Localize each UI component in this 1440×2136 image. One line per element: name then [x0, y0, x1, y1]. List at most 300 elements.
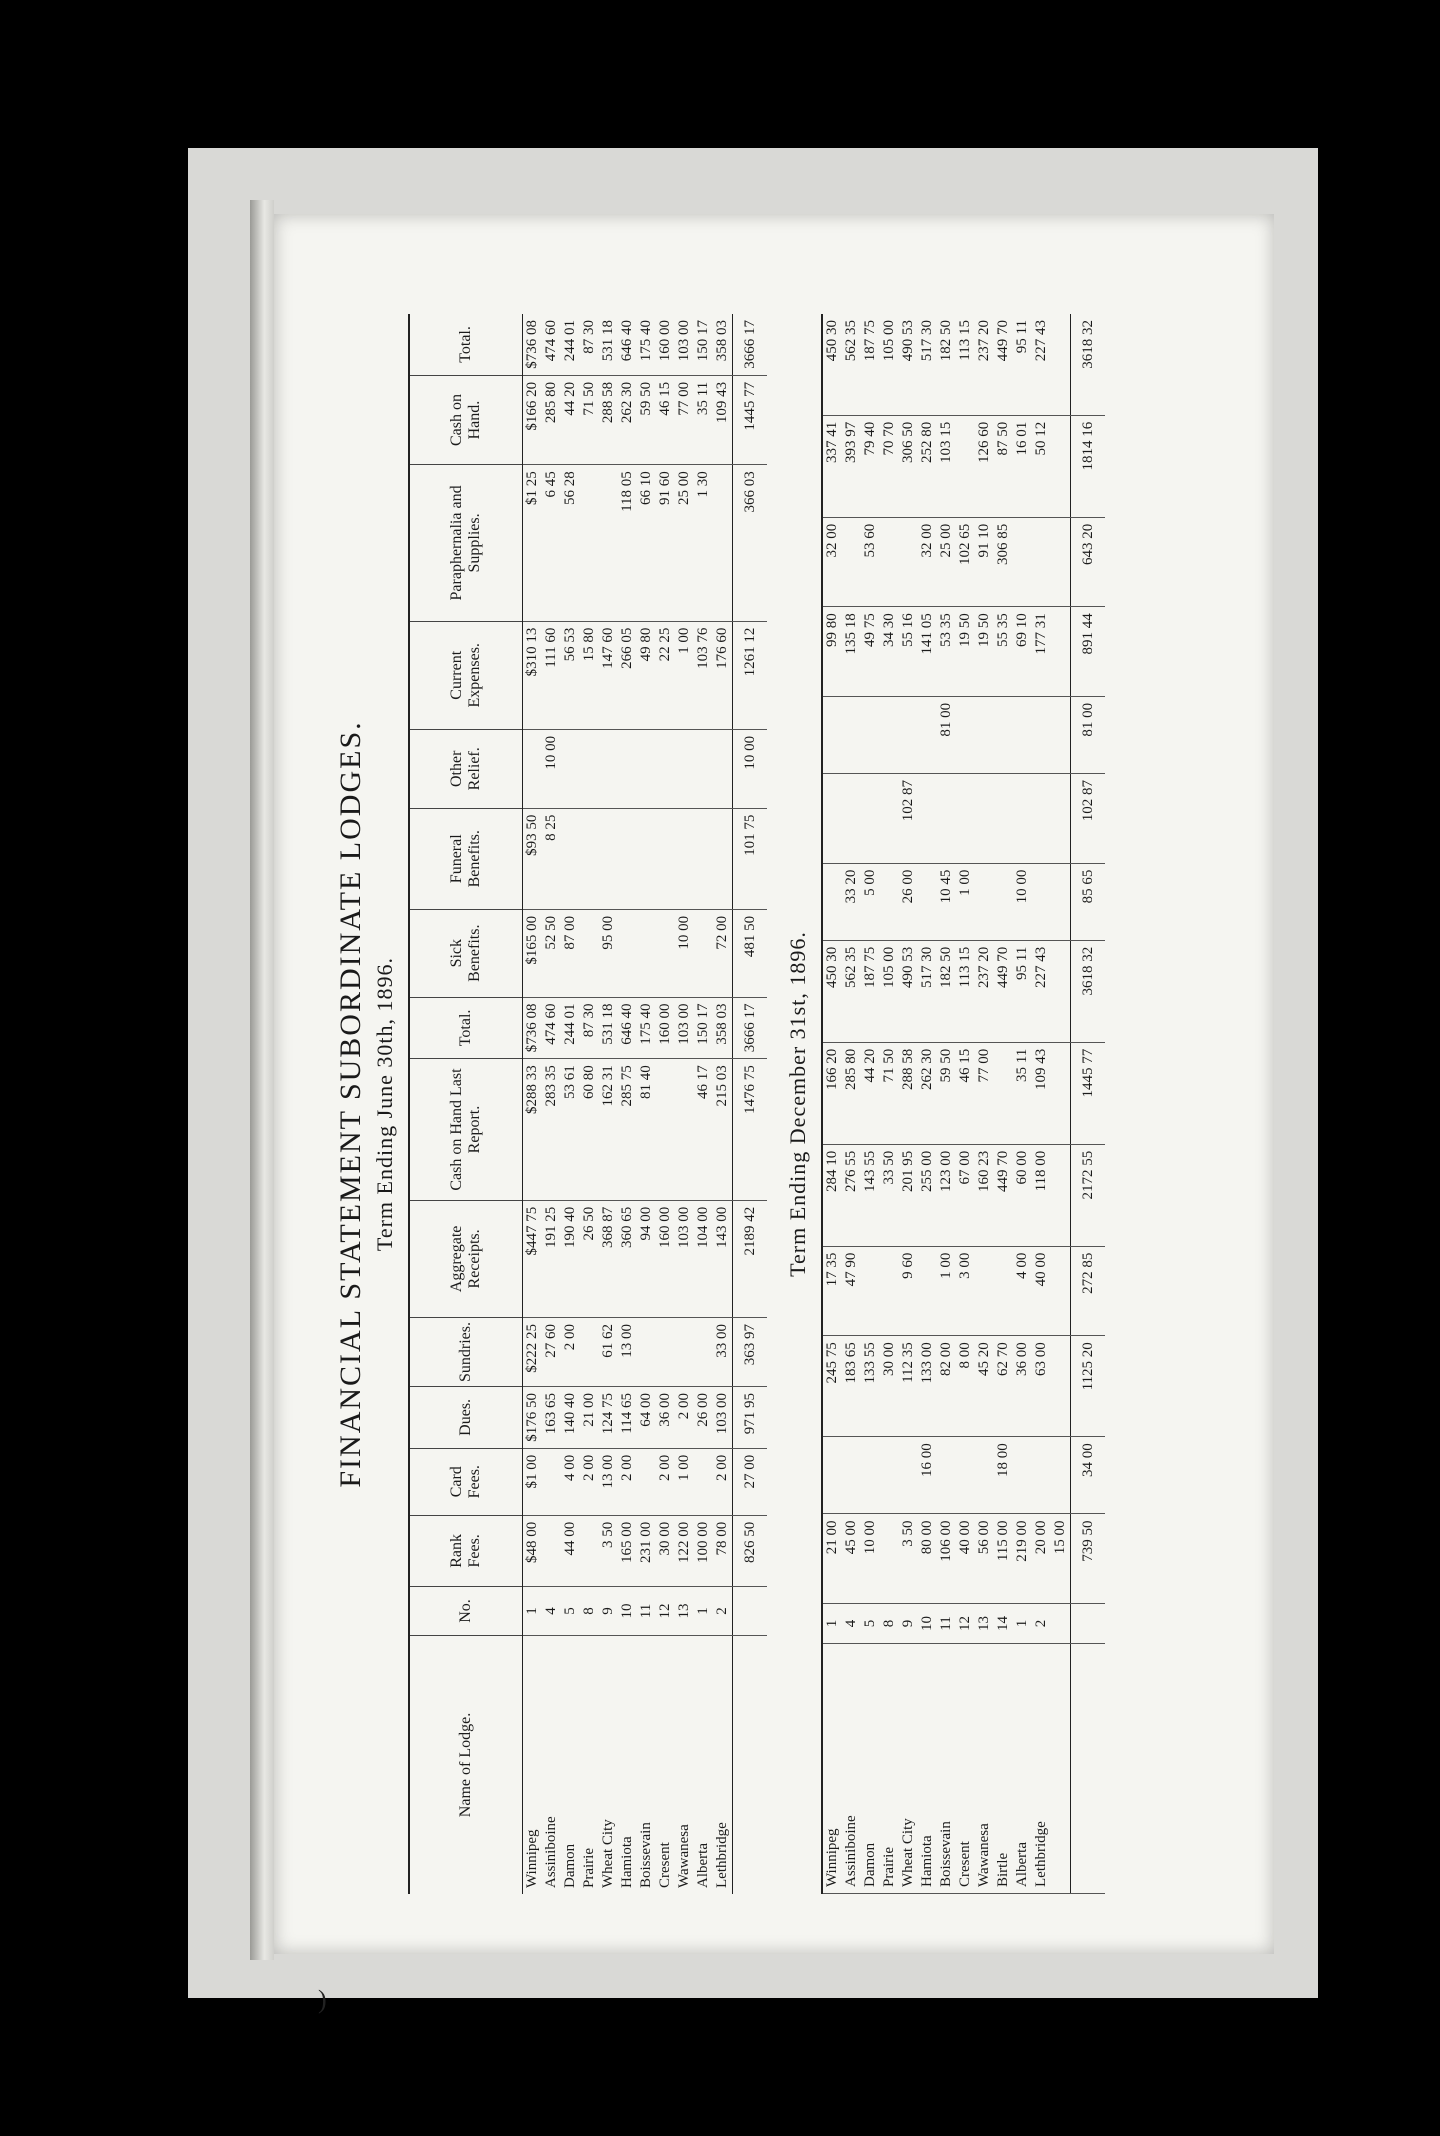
table-row — [656, 314, 675, 1894]
cell-sick: 5 00 — [861, 863, 880, 940]
cell-dues: 245 75 — [822, 1336, 842, 1437]
table-row — [956, 314, 975, 1894]
december-table — [821, 314, 1105, 1894]
cell-current: 55 16 — [899, 607, 918, 697]
term-june-heading: Term Ending June 30th, 1896. — [372, 956, 397, 1252]
cell-sick — [994, 863, 1013, 940]
cell-sund — [994, 1246, 1013, 1336]
cell-dues: 133 00 — [918, 1336, 937, 1437]
table-row — [618, 314, 637, 1894]
cell-other: 81 00 — [937, 696, 956, 773]
header-name: Name of Lodge. — [409, 1636, 523, 1895]
cell-total2: $736 08 — [523, 314, 543, 375]
cell-total: 182 50 — [937, 940, 956, 1042]
total-current: 1261 12 — [733, 621, 768, 729]
cell-agg: 191 25 — [542, 1200, 561, 1317]
cell-card: 2 00 — [656, 1448, 675, 1515]
cell-sick: 10 00 — [675, 909, 694, 997]
cell-name: Wheat City — [600, 1819, 616, 1888]
cell-card — [542, 1448, 561, 1515]
cell-hand: 44 20 — [561, 375, 580, 464]
cell-hand: 337 41 — [822, 415, 842, 517]
cell-current: 15 80 — [580, 621, 599, 729]
cell-card: 4 00 — [561, 1448, 580, 1515]
cell-hand: 109 43 — [713, 375, 733, 464]
cell-cash — [1051, 1042, 1071, 1144]
cell-para: 91 60 — [656, 465, 675, 621]
cell-no: 13 — [975, 1604, 994, 1644]
cell-para — [842, 517, 861, 607]
cell-name: Prairie — [581, 1848, 597, 1888]
cell-rank: 21 00 — [822, 1514, 842, 1604]
totals-row — [733, 314, 768, 1894]
cell-sund — [694, 1318, 713, 1387]
cell-para: 56 28 — [561, 465, 580, 621]
cell-sick — [1032, 863, 1051, 940]
cell-sund: 9 60 — [899, 1246, 918, 1336]
cell-rank: 106 00 — [937, 1514, 956, 1604]
cell-card: 2 00 — [580, 1448, 599, 1515]
cell-dues: 8 00 — [956, 1336, 975, 1437]
cell-hand: 252 80 — [918, 415, 937, 517]
cell-card — [880, 1437, 899, 1514]
total-cash: 1476 75 — [733, 1059, 768, 1201]
cell-cash: 215 03 — [713, 1059, 733, 1201]
cell-funeral — [937, 774, 956, 864]
cell-dues: 36 00 — [1013, 1336, 1032, 1437]
cell-funeral — [1032, 774, 1051, 864]
cell-current: 53 35 — [937, 607, 956, 697]
cell-hand: $166 20 — [523, 375, 543, 464]
cell-cash: 53 61 — [561, 1059, 580, 1201]
cell-card: 2 00 — [713, 1448, 733, 1515]
cell-cash: 285 75 — [618, 1059, 637, 1201]
cell-para: 102 65 — [956, 517, 975, 607]
cell-total: 449 70 — [994, 940, 1013, 1042]
cell-rank: 44 00 — [561, 1515, 580, 1586]
total-no — [733, 1587, 768, 1636]
cell-sick: 26 00 — [899, 863, 918, 940]
cell-current: 22 25 — [656, 621, 675, 729]
cell-dues: 2 00 — [675, 1387, 694, 1449]
cell-rank: 80 00 — [918, 1514, 937, 1604]
cell-total2: 237 20 — [975, 314, 994, 415]
header-sundries: Sundries. — [409, 1318, 523, 1387]
cell-name: Boissevain — [638, 1822, 654, 1888]
cell-no: 2 — [1032, 1604, 1051, 1644]
cell-agg: 190 40 — [561, 1200, 580, 1317]
totals-row — [1071, 314, 1106, 1894]
cell-cash: 44 20 — [861, 1042, 880, 1144]
header-dues: Dues. — [409, 1387, 523, 1449]
cell-total: 237 20 — [975, 940, 994, 1042]
cell-dues: 112 35 — [899, 1336, 918, 1437]
cell-cash: 81 40 — [637, 1059, 656, 1201]
table-row — [1051, 314, 1071, 1894]
cell-para — [580, 465, 599, 621]
cell-cash — [994, 1042, 1013, 1144]
cell-hand: 126 60 — [975, 415, 994, 517]
cell-sund: 40 00 — [1032, 1246, 1051, 1336]
cell-sick: 1 00 — [956, 863, 975, 940]
cell-current: 56 53 — [561, 621, 580, 729]
cell-sund — [637, 1318, 656, 1387]
cell-total: 87 30 — [580, 997, 599, 1059]
table-row — [637, 314, 656, 1894]
cell-hand — [1051, 415, 1071, 517]
cell-cash: 46 15 — [956, 1042, 975, 1144]
cell-para: 118 05 — [618, 465, 637, 621]
cell-funeral — [561, 808, 580, 909]
cell-other — [713, 729, 733, 808]
cell-name: Winnipeg — [822, 1644, 842, 1894]
cell-total2: 95 11 — [1013, 314, 1032, 415]
cell-card: 2 00 — [618, 1448, 637, 1515]
cell-sick: 10 00 — [1013, 863, 1032, 940]
cell-sick — [975, 863, 994, 940]
total-total2: 3666 17 — [733, 314, 768, 375]
cell-hand: 393 97 — [842, 415, 861, 517]
cell-dues: 183 65 — [842, 1336, 861, 1437]
cell-sund — [656, 1318, 675, 1387]
header-row — [409, 314, 523, 1894]
cell-total2: 531 18 — [599, 314, 618, 375]
cell-dues: 82 00 — [937, 1336, 956, 1437]
cell-total: 103 00 — [675, 997, 694, 1059]
cell-funeral: $93 50 — [523, 808, 543, 909]
total-name — [733, 1636, 768, 1895]
cell-name: Assiniboine — [543, 1816, 559, 1888]
cell-no: 1 — [523, 1587, 543, 1636]
cell-card — [937, 1437, 956, 1514]
cell-other — [580, 729, 599, 808]
cell-dues: 26 00 — [694, 1387, 713, 1449]
cell-total: 227 43 — [1032, 940, 1051, 1042]
total-other: 10 00 — [733, 729, 768, 808]
cell-cash: 285 80 — [842, 1042, 861, 1144]
total-para: 366 03 — [733, 465, 768, 621]
cell-no: 1 — [1013, 1604, 1032, 1644]
page-binding — [250, 200, 274, 1960]
cell-sick — [580, 909, 599, 997]
table-row — [713, 314, 733, 1894]
cell-total: 95 11 — [1013, 940, 1032, 1042]
cell-agg: 160 23 — [975, 1144, 994, 1246]
cell-other — [675, 729, 694, 808]
cell-name: Wheat City — [899, 1644, 918, 1894]
cell-agg: 449 70 — [994, 1144, 1013, 1246]
term-december-heading: Term Ending December 31st, 1896. — [785, 931, 810, 1277]
cell-agg: 143 00 — [713, 1200, 733, 1317]
cell-agg: 284 10 — [822, 1144, 842, 1246]
cell-para: 25 00 — [937, 517, 956, 607]
cell-name: Cresent — [657, 1842, 673, 1888]
cell-sund: 47 90 — [842, 1246, 861, 1336]
cell-funeral — [861, 774, 880, 864]
header-rank-fees: Rank Fees. — [409, 1515, 523, 1586]
cell-total: 105 00 — [880, 940, 899, 1042]
cell-total2: 87 30 — [580, 314, 599, 375]
cell-sund: 27 60 — [542, 1318, 561, 1387]
cell-rank: 30 00 — [656, 1515, 675, 1586]
cell-funeral — [842, 774, 861, 864]
cell-total2: 113 15 — [956, 314, 975, 415]
total-no — [1071, 1604, 1106, 1644]
header-total: Total. — [409, 997, 523, 1059]
cell-sick: 87 00 — [561, 909, 580, 997]
cell-name: Damon — [562, 1843, 578, 1888]
cell-other — [1032, 696, 1051, 773]
cell-other — [599, 729, 618, 808]
cell-sund: 1 00 — [937, 1246, 956, 1336]
table-row — [542, 314, 561, 1894]
cell-dues: 36 00 — [656, 1387, 675, 1449]
cell-dues: 62 70 — [994, 1336, 1013, 1437]
cell-no: 8 — [580, 1587, 599, 1636]
header-no: No. — [409, 1587, 523, 1636]
total-name — [1071, 1644, 1106, 1894]
cell-hand: 35 11 — [694, 375, 713, 464]
table-row — [675, 314, 694, 1894]
cell-agg: 201 95 — [899, 1144, 918, 1246]
cell-agg: 104 00 — [694, 1200, 713, 1317]
cell-no: 11 — [637, 1587, 656, 1636]
cell-no: 14 — [994, 1604, 1013, 1644]
cell-sick — [656, 909, 675, 997]
cell-other — [1051, 696, 1071, 773]
cell-agg: 143 55 — [861, 1144, 880, 1246]
cell-other — [618, 729, 637, 808]
cell-rank: 100 00 — [694, 1515, 713, 1586]
cell-total: 160 00 — [656, 997, 675, 1059]
cell-current: 141 05 — [918, 607, 937, 697]
cell-no: 12 — [656, 1587, 675, 1636]
cell-total: 113 15 — [956, 940, 975, 1042]
cell-funeral — [618, 808, 637, 909]
total-total: 3618 32 — [1071, 940, 1106, 1042]
cell-para: 1 30 — [694, 465, 713, 621]
cell-current: 135 18 — [842, 607, 861, 697]
cell-other — [523, 729, 543, 808]
cell-cash: 162 31 — [599, 1059, 618, 1201]
cell-rank: 15 00 — [1051, 1514, 1071, 1604]
cell-card — [956, 1437, 975, 1514]
total-rank: 826 50 — [733, 1515, 768, 1586]
cell-agg: 33 50 — [880, 1144, 899, 1246]
total-dues: 971 95 — [733, 1387, 768, 1449]
cell-para: $1 25 — [523, 465, 543, 621]
cell-agg — [1051, 1144, 1071, 1246]
cell-hand: 70 70 — [880, 415, 899, 517]
cell-agg: 26 50 — [580, 1200, 599, 1317]
cell-current: 176 60 — [713, 621, 733, 729]
rotated-statement — [324, 314, 1264, 1894]
cell-card — [861, 1437, 880, 1514]
header-total-2: Total. — [409, 314, 523, 375]
cell-total2: 160 00 — [656, 314, 675, 375]
cell-no: 9 — [899, 1604, 918, 1644]
total-current: 891 44 — [1071, 607, 1106, 697]
table-row — [937, 314, 956, 1894]
cell-cash: 46 17 — [694, 1059, 713, 1201]
cell-total2: 175 40 — [637, 314, 656, 375]
cell-rank: 20 00 — [1032, 1514, 1051, 1604]
cell-funeral — [994, 774, 1013, 864]
cell-sund: 33 00 — [713, 1318, 733, 1387]
total-funeral: 101 75 — [733, 808, 768, 909]
cell-name: Winnipeg — [524, 1829, 540, 1888]
cell-sund — [580, 1318, 599, 1387]
cell-current: 99 80 — [822, 607, 842, 697]
cell-no: 10 — [618, 1587, 637, 1636]
june-rows — [523, 314, 768, 1894]
cell-cash: 288 58 — [899, 1042, 918, 1144]
cell-total2 — [1051, 314, 1071, 415]
cell-total2: 358 03 — [713, 314, 733, 375]
cell-sick: 33 20 — [842, 863, 861, 940]
cell-dues: 133 55 — [861, 1336, 880, 1437]
total-hand: 1445 77 — [733, 375, 768, 464]
cell-sick: 10 45 — [937, 863, 956, 940]
total-hand: 1814 16 — [1071, 415, 1106, 517]
cell-agg: 368 87 — [599, 1200, 618, 1317]
cell-sick: 95 00 — [599, 909, 618, 997]
header-card-fees: Card Fees. — [409, 1448, 523, 1515]
cell-para: 6 45 — [542, 465, 561, 621]
cell-name: Wawanesa — [676, 1824, 692, 1888]
total-card: 27 00 — [733, 1448, 768, 1515]
cell-no: 4 — [542, 1587, 561, 1636]
cell-card — [1032, 1437, 1051, 1514]
cell-other — [694, 729, 713, 808]
cell-current: 111 60 — [542, 621, 561, 729]
cell-dues: 21 00 — [580, 1387, 599, 1449]
cell-cash: 71 50 — [880, 1042, 899, 1144]
cell-para: 66 10 — [637, 465, 656, 621]
total-sick: 481 50 — [733, 909, 768, 997]
cell-name: Boissevain — [937, 1644, 956, 1894]
cell-dues: 163 65 — [542, 1387, 561, 1449]
table-row — [599, 314, 618, 1894]
cell-dues — [1051, 1336, 1071, 1437]
cell-card: 18 00 — [994, 1437, 1013, 1514]
total-agg: 2172 55 — [1071, 1144, 1106, 1246]
cell-current: 177 31 — [1032, 607, 1051, 697]
cell-agg: 103 00 — [675, 1200, 694, 1317]
cell-current: 49 75 — [861, 607, 880, 697]
cell-total2: 187 75 — [861, 314, 880, 415]
cell-no: 5 — [561, 1587, 580, 1636]
cell-no: 10 — [918, 1604, 937, 1644]
cell-hand: 285 80 — [542, 375, 561, 464]
cell-no: 9 — [599, 1587, 618, 1636]
cell-name: Alberta — [1013, 1644, 1032, 1894]
cell-sick — [918, 863, 937, 940]
cell-hand: 16 01 — [1013, 415, 1032, 517]
cell-para — [880, 517, 899, 607]
cell-current: 55 35 — [994, 607, 1013, 697]
cell-cash: $288 33 — [523, 1059, 543, 1201]
cell-other — [880, 696, 899, 773]
total-sick: 85 65 — [1071, 863, 1106, 940]
cell-total: 187 75 — [861, 940, 880, 1042]
total-card: 34 00 — [1071, 1437, 1106, 1514]
header-cash-last-report: Cash on Hand Last Report. — [409, 1059, 523, 1201]
total-agg: 2189 42 — [733, 1200, 768, 1317]
cell-card: 1 00 — [675, 1448, 694, 1515]
cell-hand: 288 58 — [599, 375, 618, 464]
table-row — [918, 314, 937, 1894]
cell-para: 25 00 — [675, 465, 694, 621]
cell-sund: 4 00 — [1013, 1246, 1032, 1336]
cell-funeral — [599, 808, 618, 909]
cell-current — [1051, 607, 1071, 697]
total-rank: 739 50 — [1071, 1514, 1106, 1604]
table-row — [994, 314, 1013, 1894]
total-cash: 1445 77 — [1071, 1042, 1106, 1144]
table-row — [822, 314, 842, 1894]
cell-current: 19 50 — [956, 607, 975, 697]
cell-funeral — [694, 808, 713, 909]
cell-total2: 105 00 — [880, 314, 899, 415]
cell-sick — [1051, 863, 1071, 940]
cell-para: 53 60 — [861, 517, 880, 607]
cell-rank: 219 00 — [1013, 1514, 1032, 1604]
table-row — [880, 314, 899, 1894]
cell-cash: 60 80 — [580, 1059, 599, 1201]
cell-card — [1013, 1437, 1032, 1514]
total-sund: 363 97 — [733, 1318, 768, 1387]
cell-hand: 79 40 — [861, 415, 880, 517]
cell-sund — [1051, 1246, 1071, 1336]
cell-name: Hamiota — [619, 1836, 635, 1888]
cell-total: 531 18 — [599, 997, 618, 1059]
cell-hand: 59 50 — [637, 375, 656, 464]
cell-dues: 114 65 — [618, 1387, 637, 1449]
cell-para: 91 10 — [975, 517, 994, 607]
cell-other — [918, 696, 937, 773]
cell-sick — [694, 909, 713, 997]
cell-total2: 150 17 — [694, 314, 713, 375]
cell-name: Alberta — [695, 1843, 711, 1888]
cell-sund: 61 62 — [599, 1318, 618, 1387]
cell-rank: 115 00 — [994, 1514, 1013, 1604]
total-funeral: 102 87 — [1071, 774, 1106, 864]
cell-no: 5 — [861, 1604, 880, 1644]
cell-no: 1 — [694, 1587, 713, 1636]
total-sund: 272 85 — [1071, 1246, 1106, 1336]
cell-funeral — [880, 774, 899, 864]
cell-total: 517 30 — [918, 940, 937, 1042]
cell-agg: 67 00 — [956, 1144, 975, 1246]
cell-total: 490 53 — [899, 940, 918, 1042]
cell-rank — [580, 1515, 599, 1586]
cell-card — [694, 1448, 713, 1515]
header-aggregate-receipts: Aggregate Receipts. — [409, 1200, 523, 1317]
cell-para — [899, 517, 918, 607]
cell-funeral — [918, 774, 937, 864]
cell-sick — [880, 863, 899, 940]
cell-total: 474 60 — [542, 997, 561, 1059]
cell-agg: 255 00 — [918, 1144, 937, 1246]
cell-rank: 78 00 — [713, 1515, 733, 1586]
cell-sick: $165 00 — [523, 909, 543, 997]
table-row — [580, 314, 599, 1894]
total-total: 3666 17 — [733, 997, 768, 1059]
cell-total — [1051, 940, 1071, 1042]
cell-sick — [637, 909, 656, 997]
cell-rank — [880, 1514, 899, 1604]
